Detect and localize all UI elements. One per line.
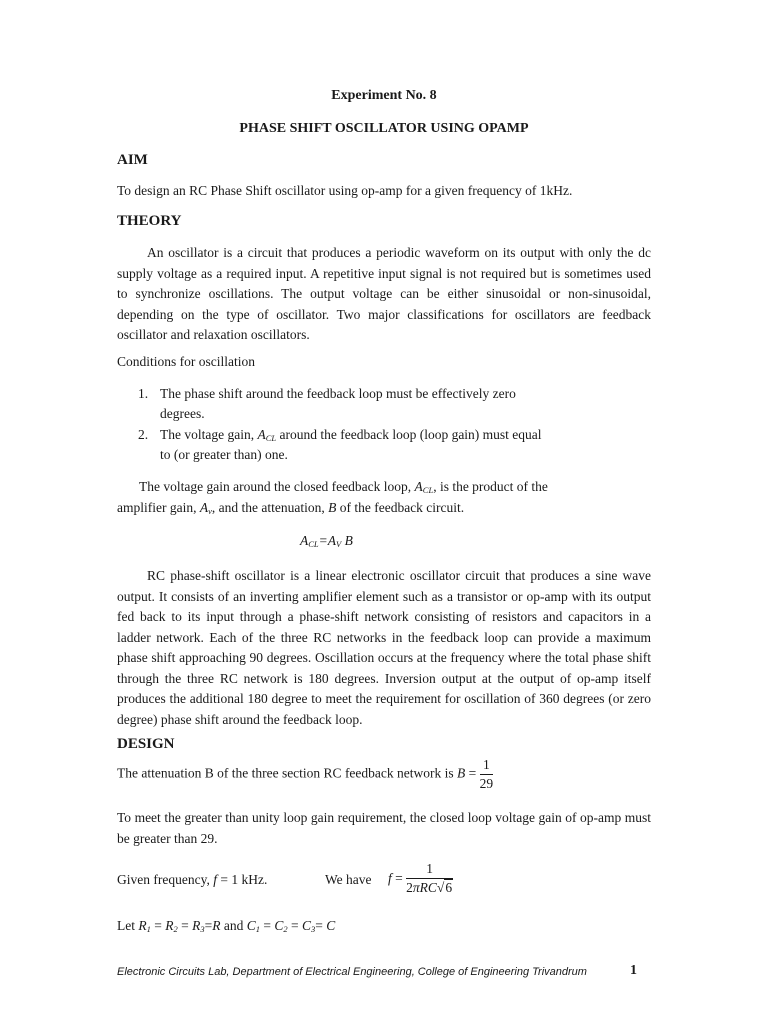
list-text: The voltage gain, ACL around the feedback loop (loop gain) must equal	[160, 427, 542, 443]
page-footer: Electronic Circuits Lab, Department of Electrical Engineering, College of Engineering Trivandrum	[117, 966, 587, 978]
gain-sentence-line-2: amplifier gain, Av, and the attenuation, B of the feedback circuit.	[117, 500, 465, 516]
list-text-continued: degrees.	[160, 406, 205, 421]
list-text: The phase shift around the feedback loop must be effectively zero	[160, 386, 516, 401]
list-text-continued: to (or greater than) one.	[160, 447, 288, 462]
conditions-label: Conditions for oscillation	[117, 354, 255, 369]
attenuation-line: The attenuation B of the three section RC feedback network is B = $\frac{1}{29}$	[117, 757, 494, 791]
list-number: 2.	[138, 427, 149, 442]
given-frequency: Given frequency, f = 1 kHz.	[117, 872, 268, 887]
theory-paragraph-2: RC phase-shift oscillator is a linear electronic oscillator circuit that produces a sine wave output. It consists of an inverting amplifier element such as a transistor or op-amp with its output fed back to its input through a phase-shift network consisting of resistors and capacitors in a ladder network. Each of the three RC networks in the feedback loop can provide a maximum phase shift approaching 90 degrees. Oscillation occurs at the frequency where the total phase shift through the three RC network is 180 degrees. Inversion output at the output of op-amp itself produces the additional 180 degree to meet the requirement for oscillation of 360 degrees (or zero degree) phase shift around the feedback loop.	[117, 568, 651, 727]
aim-text: To design an RC Phase Shift oscillator using op-amp for a given frequency of 1kHz.	[117, 183, 573, 198]
page-number: 1	[630, 963, 637, 978]
gain-sentence-line-1: The voltage gain around the closed feedback loop, ACL, is the product of the	[139, 479, 548, 495]
component-equality: Let R1 = R2 = R3=R and C1 = C2 = C3= C	[117, 918, 336, 934]
gain-equation: ACL=AV B	[300, 533, 353, 549]
aim-heading: AIM	[117, 152, 148, 168]
experiment-number: Experiment No. 8	[331, 88, 437, 103]
list-number: 1.	[138, 386, 149, 401]
loop-gain-requirement: To meet the greater than unity loop gain requirement, the closed loop voltage gain of op-amp must be greater than 29.	[117, 810, 651, 846]
theory-heading: THEORY	[117, 213, 182, 229]
design-heading: DESIGN	[117, 736, 175, 752]
document-title: PHASE SHIFT OSCILLATOR USING OPAMP	[239, 121, 529, 136]
frequency-formula: f = $\frac{1}{\text{2πRC√6}}$	[388, 861, 453, 895]
theory-paragraph-1: An oscillator is a circuit that produces a periodic waveform on its output with only the dc supply voltage as a required input. A repetitive input signal is not required but is sometimes used to synchronize oscillations. The output voltage can be either sinusoidal or non-sinusoidal, depending on the type of oscillator. Two major classifications for oscillators are feedback oscillator and relaxation oscillators.	[117, 245, 651, 342]
we-have-label: We have	[325, 872, 372, 887]
attenuation-fraction: $\frac{1}{29}$	[479, 757, 494, 791]
